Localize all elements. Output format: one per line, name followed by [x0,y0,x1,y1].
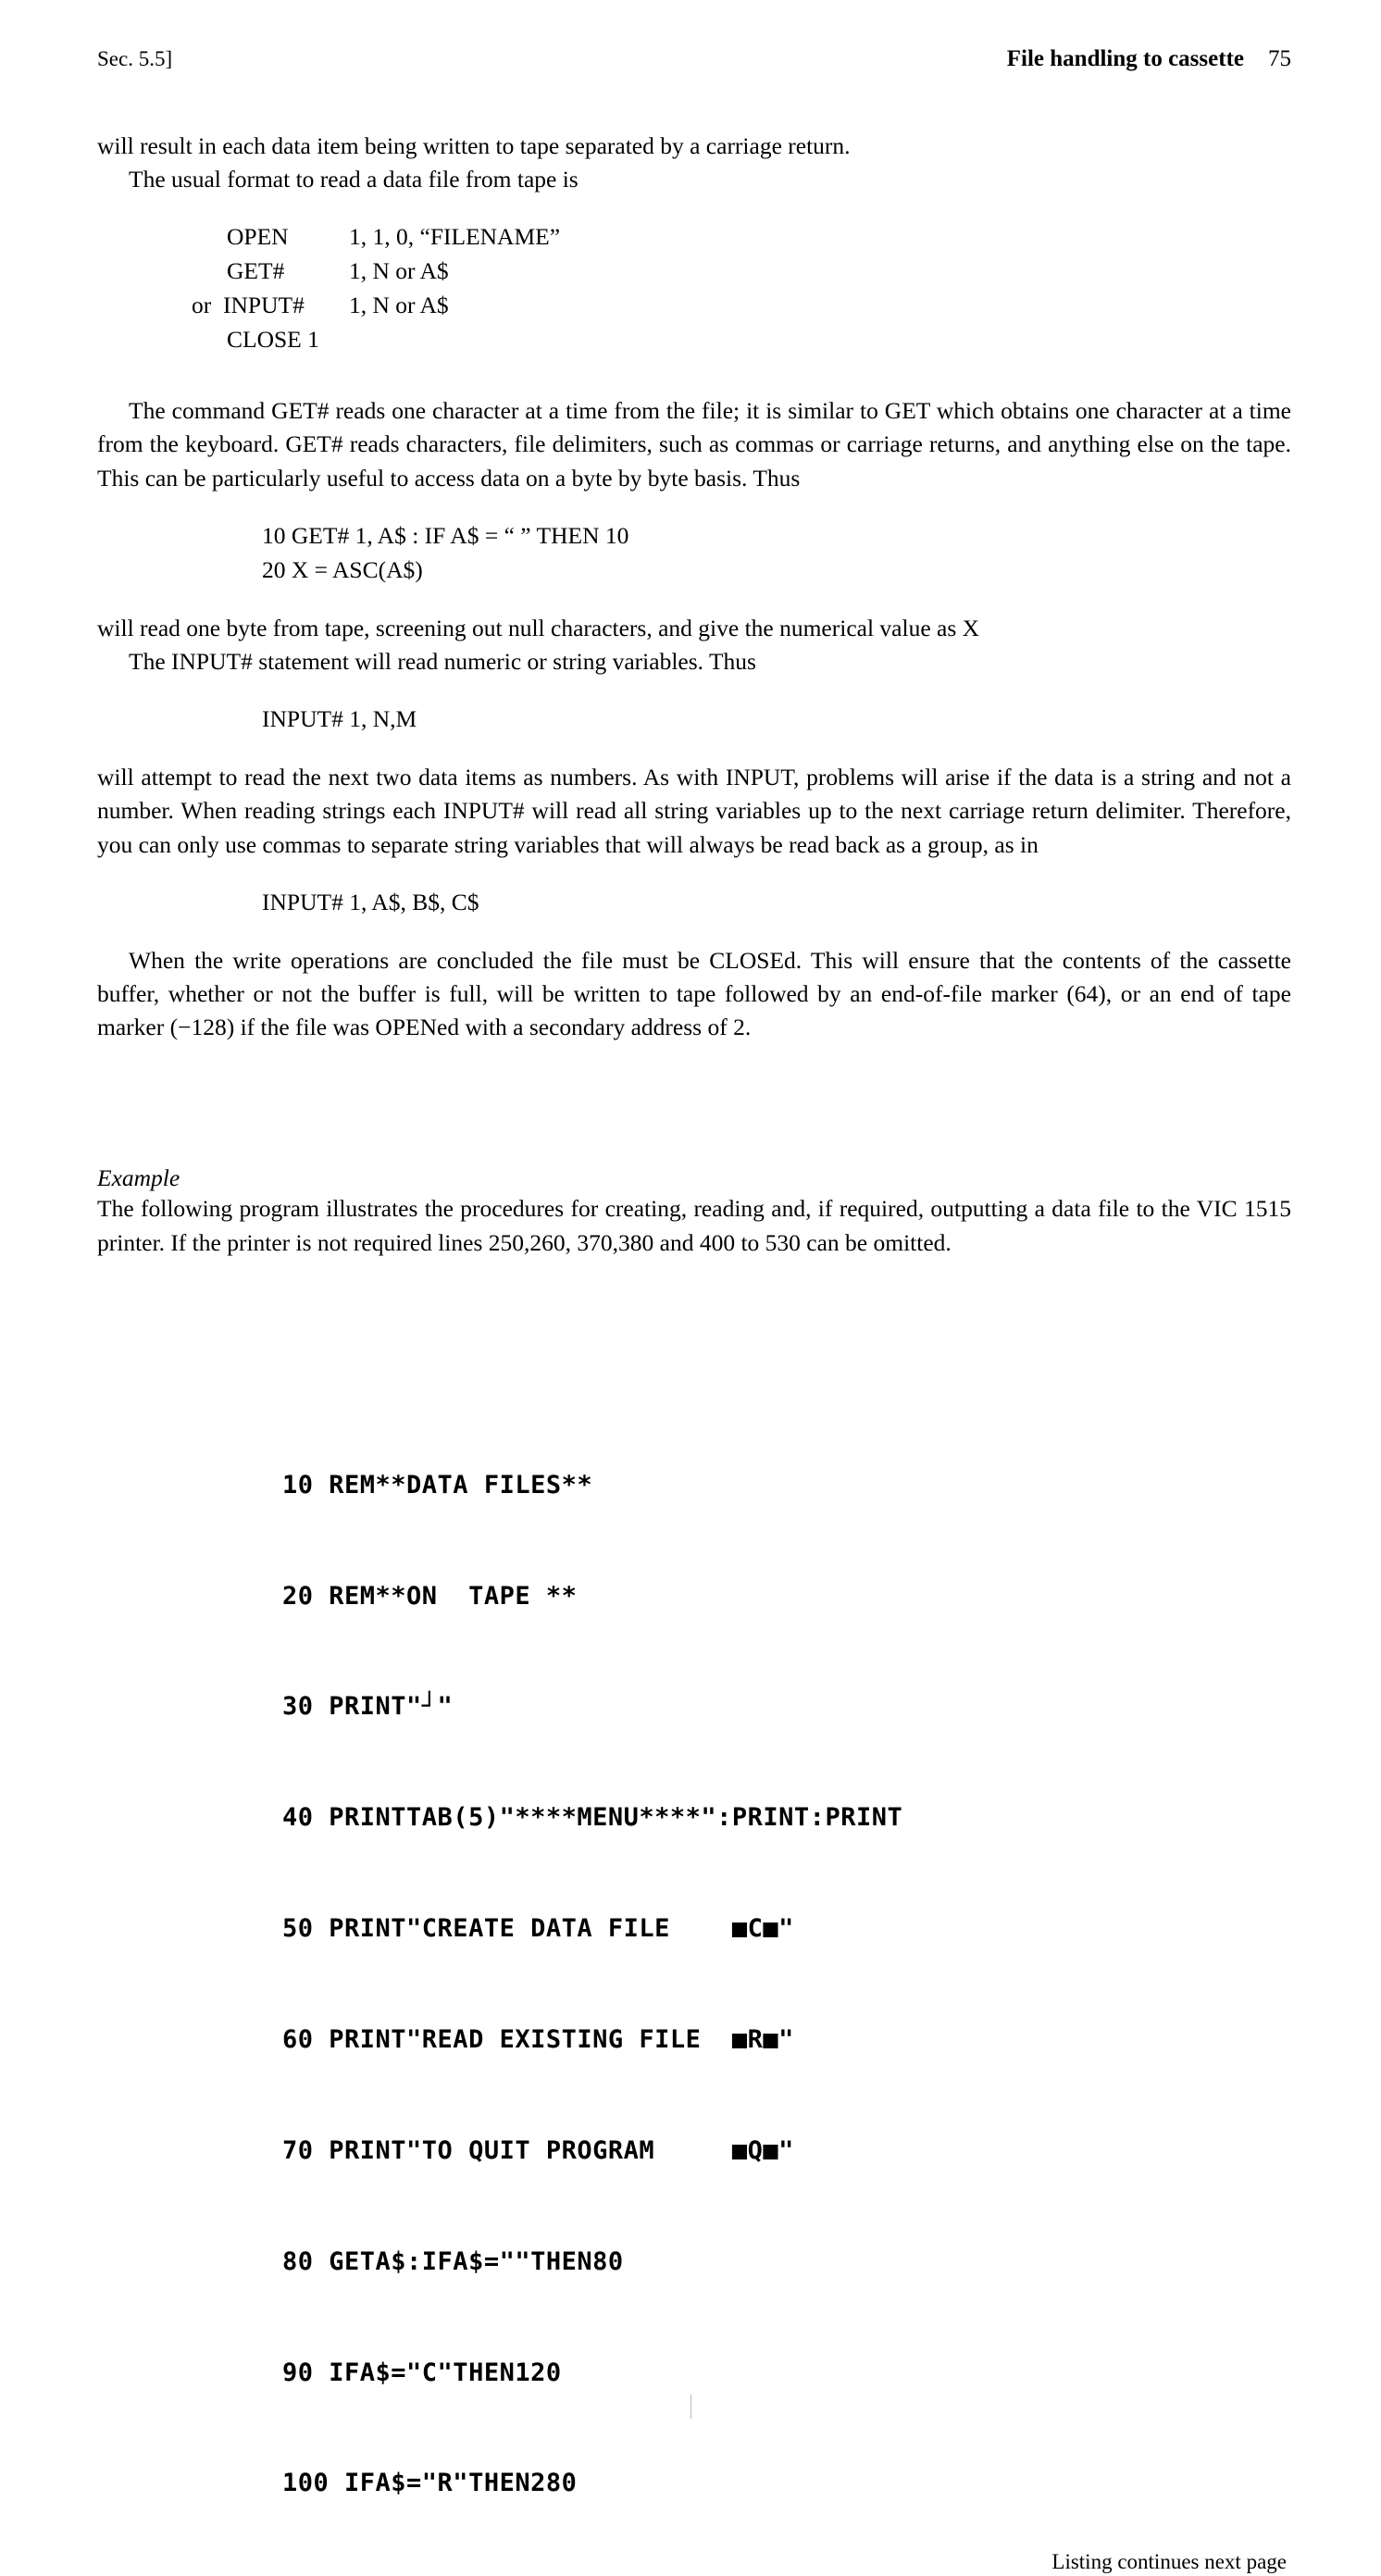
program-line: 90 IFA$="C"THEN120 [282,2358,562,2387]
code-block-2 [262,703,1291,737]
page-content [97,0,1291,2576]
listing-row [227,255,1291,289]
example-heading: Example [97,1164,180,1192]
paragraph-1: will result in each data item being written to tape separated by a carriage return. [97,132,851,159]
code-line: 20 X = ASC(A$) [262,555,423,583]
running-head [97,46,1291,72]
section-reference: Sec. 5.5] [97,47,173,70]
listing-row [227,323,1291,357]
statement-arguments: 1, 1, 0, “FILENAME” [349,223,561,251]
paragraph-4: will read one byte from tape, screening out null characters, and give the numerical value as X [97,614,980,641]
paragraph-6: will attempt to read the next two data items as numbers. As with INPUT, problems will arise if the data is a string and not a number. When reading strings each INPUT# will read all string variables up to the next carriage return delimiter. Therefore, you can only use commas to separate string variables that will always be read back as a group, as in [97,764,1291,858]
paragraph-7: When the write operations are concluded the file must be CLOSEd. This will ensure that the contents of the cassette buffer, whether or not the buffer is full, will be written to tape followed by an end-of-file marker (64), or an end of tape marker (−128) if the file was OPENed with a secondary address of 2. [97,946,1291,1041]
program-line: 70 PRINT"TO QUIT PROGRAM ■Q■" [282,2135,794,2165]
program-line: 80 GETA$:IFA$=""THEN80 [282,2246,624,2276]
open-read-format-block [192,220,1291,357]
program-listing [282,1393,1291,2576]
statement-keyword: GET# [227,257,285,285]
program-line: 30 PRINT"┘" [282,1692,454,1722]
program-line: 20 REM**ON TAPE ** [282,1581,578,1611]
listing-continuation-note: Listing continues next page [1051,2550,1287,2574]
program-listing-wrapper [97,1393,1291,2576]
running-head-title-text: File handling to cassette [1006,46,1244,71]
statement-keyword: or INPUT# [192,292,305,319]
code-block-3 [262,886,1291,920]
statement-keyword: CLOSE 1 [227,326,319,354]
code-block-1 [262,519,1291,588]
program-line: 10 REM**DATA FILES** [282,1470,593,1500]
running-head-title [1007,46,1291,72]
paragraph-2: The usual format to read a data file from tape is [129,166,579,193]
program-line: 100 IFA$="R"THEN280 [282,2469,578,2498]
program-line: 60 PRINT"READ EXISTING FILE ■R■" [282,2025,794,2054]
paragraph-8: The following program illustrates the procedures for creating, reading and, if required, outputting a data file to the VIC 1515 printer. If the printer is not required lines 250,260, 370,380 and 400 to 530 can be omitted. [97,1195,1291,1256]
statement-arguments: 1, N or A$ [349,292,449,319]
code-line: INPUT# 1, A$, B$, C$ [262,888,479,915]
paragraph-5: The INPUT# statement will read numeric or string variables. Thus [129,648,756,676]
page-number: 75 [1268,46,1291,71]
listing-row [227,220,1291,255]
program-line: 50 PRINT"CREATE DATA FILE ■C■" [282,1914,794,1944]
listing-row [192,289,1291,323]
code-line: INPUT# 1, N,M [262,705,417,733]
statement-keyword: OPEN [227,223,289,251]
program-line: 40 PRINTTAB(5)"****MENU****":PRINT:PRINT [282,1803,903,1833]
page-center-tick [690,2395,691,2419]
paragraph-3: The command GET# reads one character at a time from the file; it is similar to GET which obtains one character at a time from the keyboard. GET# reads characters, file delimiters, such as commas or carriage returns, and anything else on the tape. This can be particularly useful to access data on a byte by byte basis. Thus [97,397,1291,492]
statement-arguments: 1, N or A$ [349,257,449,285]
code-line: 10 GET# 1, A$ : IF A$ = “ ” THEN 10 [262,521,629,549]
